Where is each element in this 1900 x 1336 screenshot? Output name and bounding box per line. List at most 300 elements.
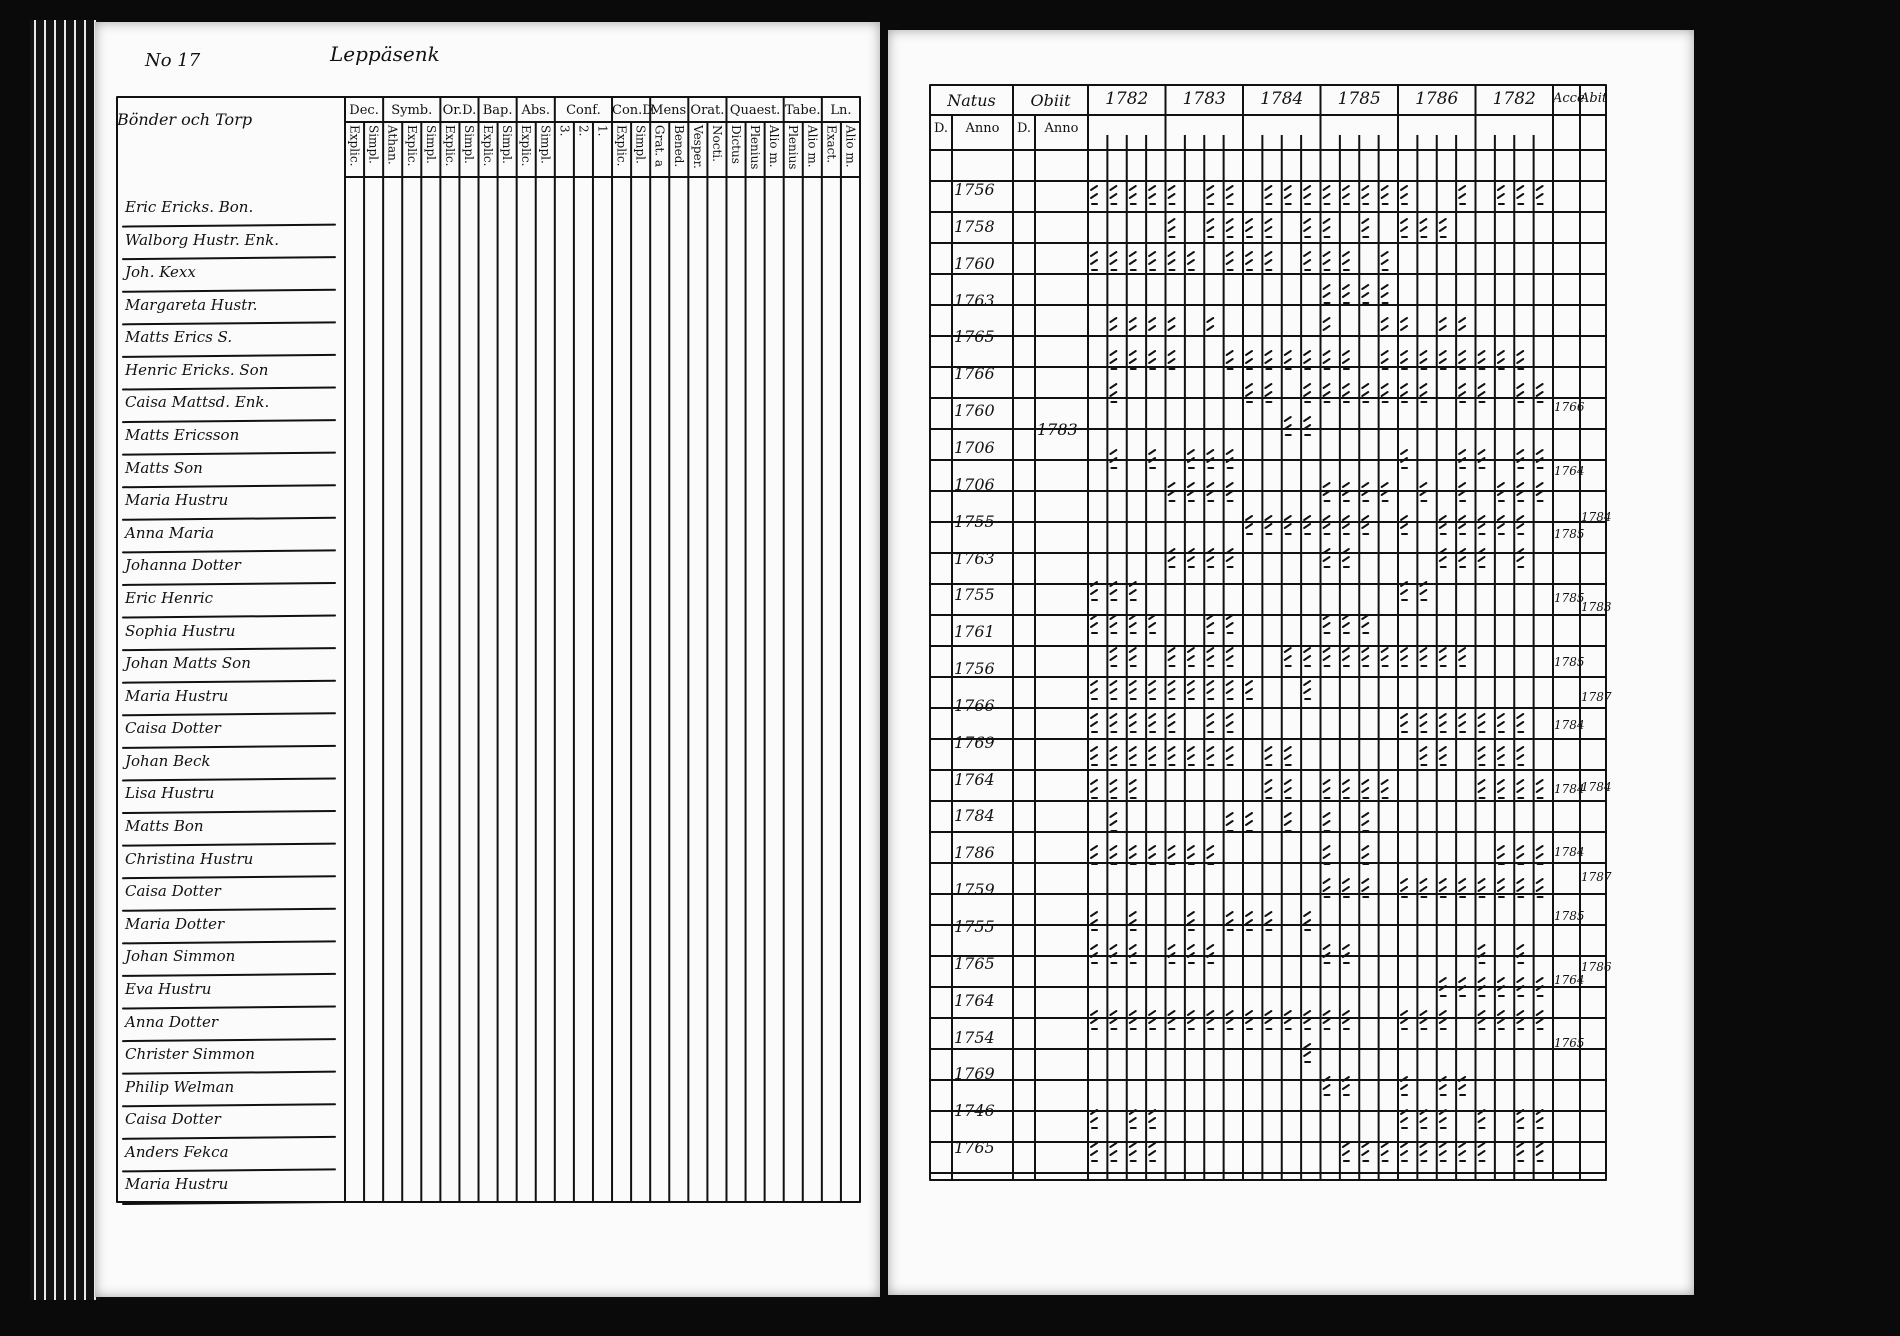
tally-mark [1343, 516, 1349, 534]
person-name: Anders Fekca [125, 1142, 229, 1161]
tally-mark [1130, 912, 1136, 930]
tally-mark [1479, 780, 1485, 798]
tally-mark [1265, 747, 1271, 765]
birth-year: 1755 [954, 917, 995, 937]
person-name: Henric Ericks. Son [125, 360, 269, 379]
name-underline [123, 941, 335, 943]
tally-mark [1265, 252, 1271, 270]
tally-mark [1149, 1143, 1155, 1161]
tally-mark [1149, 1011, 1155, 1029]
column-header: Con.D. [612, 103, 657, 118]
accessit-year: 1766 [1554, 400, 1585, 414]
birth-year: 1759 [954, 880, 995, 900]
column-subheader: Simpl. [633, 125, 648, 164]
tally-mark [1440, 1143, 1446, 1161]
tally-mark [1498, 1011, 1504, 1029]
tally-mark [1110, 252, 1116, 270]
name-underline [123, 1104, 335, 1106]
tally-mark [1343, 1011, 1349, 1029]
birth-year: 1763 [954, 290, 995, 310]
abiit-year: 1783 [1581, 600, 1612, 614]
tally-mark [1227, 747, 1233, 765]
tally-mark [1382, 780, 1388, 798]
tally-mark [1246, 516, 1252, 534]
tally-mark [1188, 681, 1194, 699]
tally-mark [1207, 714, 1213, 732]
tally-mark [1343, 285, 1349, 303]
column-header: Or.D. [442, 103, 477, 118]
tally-mark [1479, 1011, 1485, 1029]
column-subheader: Simpl. [461, 125, 476, 164]
tally-mark [1091, 780, 1097, 798]
tally-mark [1227, 912, 1233, 930]
accessit-year: 1785 [1554, 654, 1585, 669]
column-subheader: Vesper. [690, 125, 705, 169]
name-underline [123, 420, 335, 422]
tally-mark [1382, 186, 1388, 204]
birth-year: 1766 [954, 695, 995, 715]
tally-mark [1207, 648, 1213, 666]
tally-mark [1382, 1143, 1388, 1161]
tally-mark [1324, 318, 1330, 336]
tally-mark [1401, 714, 1407, 732]
birth-year: 1766 [954, 364, 995, 384]
tally-mark [1401, 1011, 1407, 1029]
tally-mark [1130, 780, 1136, 798]
birth-year: 1769 [954, 1064, 995, 1084]
column-subheader: Explic. [614, 125, 629, 167]
natus-header: Natus [947, 91, 996, 110]
person-name: Eric Henric [125, 588, 214, 607]
birth-year: 1786 [954, 843, 995, 863]
tally-mark [1091, 1011, 1097, 1029]
tally-mark [1110, 747, 1116, 765]
tally-mark [1362, 516, 1368, 534]
tally-mark [1324, 813, 1330, 831]
column-subheader: Simpl. [366, 125, 381, 164]
right-ledger-grid [888, 30, 1694, 1295]
natus-d-label: D. [933, 121, 949, 136]
tally-mark [1498, 516, 1504, 534]
name-underline [123, 1039, 335, 1041]
tally-mark [1227, 186, 1233, 204]
tally-mark [1440, 219, 1446, 237]
tally-mark [1130, 747, 1136, 765]
tally-mark [1188, 912, 1194, 930]
accessit-year: 1764 [1554, 972, 1585, 987]
tally-mark [1169, 714, 1175, 732]
tally-mark [1324, 384, 1330, 402]
column-subheader: Simpl. [538, 125, 553, 164]
tally-mark [1130, 648, 1136, 666]
tally-mark [1459, 1143, 1465, 1161]
tally-mark [1207, 318, 1213, 336]
person-name: Sophia Hustru [125, 621, 236, 640]
birth-year: 1765 [954, 1138, 995, 1158]
tally-mark [1324, 1011, 1330, 1029]
tally-mark [1343, 549, 1349, 567]
column-header: Symb. [391, 103, 433, 118]
name-underline [123, 681, 335, 683]
tally-mark [1479, 714, 1485, 732]
tally-mark [1149, 747, 1155, 765]
tally-mark [1440, 1110, 1446, 1128]
tally-mark [1149, 714, 1155, 732]
tally-mark [1343, 186, 1349, 204]
birth-year: 1755 [954, 585, 995, 605]
tally-mark [1401, 648, 1407, 666]
tally-mark [1227, 219, 1233, 237]
tally-mark [1246, 384, 1252, 402]
tally-mark [1227, 1011, 1233, 1029]
tally-mark [1169, 681, 1175, 699]
tally-mark [1169, 648, 1175, 666]
birth-year: 1763 [954, 548, 995, 568]
tally-mark [1246, 219, 1252, 237]
birth-year: 1764 [954, 990, 995, 1010]
tally-mark [1420, 1011, 1426, 1029]
left-page [95, 22, 880, 1297]
tally-mark [1169, 318, 1175, 336]
year-header: 1782 [1105, 89, 1149, 109]
accessit-year: 1764 [1554, 463, 1585, 478]
name-underline [123, 485, 335, 487]
column-header: Dec. [349, 103, 379, 118]
tally-mark [1110, 780, 1116, 798]
tally-mark [1537, 186, 1543, 204]
name-underline [123, 518, 335, 520]
tally-mark [1110, 186, 1116, 204]
natus-anno-label: Anno [965, 121, 1000, 136]
person-name: Christer Simmon [125, 1045, 255, 1064]
column-subheader: Explic. [347, 125, 362, 167]
tally-mark [1343, 252, 1349, 270]
accessit-year: 1765 [1554, 1036, 1585, 1051]
tally-mark [1110, 318, 1116, 336]
name-underline [123, 778, 335, 780]
column-subheader: Simpl. [423, 125, 438, 164]
tally-mark [1285, 516, 1291, 534]
obiit-d-label: D. [1016, 121, 1032, 136]
birth-year: 1761 [954, 622, 995, 642]
name-underline [123, 1169, 335, 1171]
tally-mark [1304, 417, 1310, 435]
tally-mark [1517, 516, 1523, 534]
tally-mark [1169, 186, 1175, 204]
tally-mark [1149, 615, 1155, 633]
tally-mark [1207, 186, 1213, 204]
tally-mark [1130, 318, 1136, 336]
name-underline [123, 1007, 335, 1009]
tally-mark [1110, 945, 1116, 963]
tally-mark [1459, 648, 1465, 666]
person-name: Johan Simmon [125, 947, 236, 966]
name-underline [123, 322, 335, 324]
tally-mark [1324, 846, 1330, 864]
birth-year: 1758 [954, 216, 995, 236]
tally-mark [1227, 252, 1233, 270]
person-name: Caisa Dotter [125, 882, 221, 901]
accessit-year: 1784 [1554, 781, 1585, 796]
tally-mark [1324, 219, 1330, 237]
birth-year: 1784 [954, 806, 995, 826]
tally-mark [1343, 384, 1349, 402]
column-subheader: 2. [576, 125, 591, 137]
tally-mark [1517, 714, 1523, 732]
right-page [888, 30, 1694, 1295]
tally-mark [1304, 384, 1310, 402]
tally-mark [1130, 186, 1136, 204]
tally-mark [1459, 384, 1465, 402]
tally-mark [1304, 252, 1310, 270]
tally-mark [1130, 615, 1136, 633]
abiit-header: Abit [1580, 91, 1608, 106]
tally-mark [1401, 186, 1407, 204]
tally-mark [1169, 945, 1175, 963]
tally-mark [1130, 681, 1136, 699]
column-header: Mens. [650, 103, 691, 118]
tally-mark [1459, 549, 1465, 567]
year-header: 1783 [1182, 89, 1226, 109]
tally-mark [1110, 846, 1116, 864]
tally-mark [1169, 549, 1175, 567]
name-underline [123, 974, 335, 976]
tally-mark [1479, 549, 1485, 567]
tally-mark [1420, 219, 1426, 237]
tally-mark [1324, 252, 1330, 270]
tally-mark [1537, 1143, 1543, 1161]
person-name: Margareta Hustr. [125, 295, 258, 314]
person-name: Johan Beck [125, 751, 211, 770]
tally-mark [1343, 615, 1349, 633]
tally-mark [1440, 1011, 1446, 1029]
birth-year: 1765 [954, 327, 995, 347]
person-name: Matts Erics S. [125, 328, 233, 347]
tally-mark [1420, 1143, 1426, 1161]
name-underline [123, 225, 335, 227]
name-underline [123, 648, 335, 650]
tally-mark [1110, 1143, 1116, 1161]
tally-mark [1304, 648, 1310, 666]
tally-mark [1207, 219, 1213, 237]
tally-mark [1265, 186, 1271, 204]
tally-mark [1130, 945, 1136, 963]
tally-mark [1459, 714, 1465, 732]
tally-mark [1343, 1143, 1349, 1161]
tally-mark [1304, 186, 1310, 204]
tally-mark [1091, 714, 1097, 732]
birth-year: 1755 [954, 511, 995, 531]
tally-mark [1479, 1110, 1485, 1128]
tally-mark [1207, 615, 1213, 633]
tally-mark [1324, 549, 1330, 567]
tally-mark [1440, 714, 1446, 732]
tally-mark [1265, 516, 1271, 534]
column-header: Orat. [690, 103, 725, 118]
person-name: Anna Maria [125, 523, 215, 542]
year-header: 1786 [1415, 89, 1459, 109]
tally-mark [1227, 615, 1233, 633]
column-header: Conf. [566, 103, 601, 118]
column-subheader: Explic. [442, 125, 457, 167]
tally-mark [1304, 912, 1310, 930]
tally-mark [1188, 945, 1194, 963]
tally-mark [1304, 219, 1310, 237]
year-header: 1782 [1492, 89, 1536, 109]
tally-mark [1207, 846, 1213, 864]
tally-mark [1362, 384, 1368, 402]
tally-mark [1362, 285, 1368, 303]
accessit-year: 1784 [1554, 718, 1585, 733]
year-header: 1784 [1260, 89, 1304, 109]
tally-mark [1459, 318, 1465, 336]
name-underline [123, 355, 335, 357]
tally-mark [1110, 681, 1116, 699]
tally-mark [1517, 846, 1523, 864]
tally-mark [1246, 813, 1252, 831]
birth-year: 1754 [954, 1027, 995, 1047]
tally-mark [1537, 780, 1543, 798]
tally-mark [1130, 714, 1136, 732]
name-underline [123, 550, 335, 552]
tally-mark [1130, 846, 1136, 864]
tally-mark [1169, 219, 1175, 237]
tally-mark [1169, 747, 1175, 765]
tally-mark [1362, 1143, 1368, 1161]
column-header: Abs. [521, 103, 550, 118]
column-header: Bap. [482, 103, 513, 118]
accessit-year: 1784 [1554, 845, 1585, 860]
tally-mark [1188, 747, 1194, 765]
tally-mark [1401, 219, 1407, 237]
tally-mark [1110, 1011, 1116, 1029]
column-subheader: Grat. a [652, 125, 667, 168]
tally-mark [1382, 648, 1388, 666]
tally-mark [1420, 747, 1426, 765]
column-subheader: Exact. [824, 125, 839, 164]
birth-year: 1765 [954, 953, 995, 973]
tally-mark [1479, 516, 1485, 534]
person-name: Matts Bon [125, 817, 204, 836]
right-frame [930, 85, 1606, 1180]
tally-mark [1479, 384, 1485, 402]
tally-mark [1285, 1011, 1291, 1029]
tally-mark [1188, 252, 1194, 270]
tally-mark [1517, 780, 1523, 798]
tally-mark [1517, 1110, 1523, 1128]
tally-mark [1498, 714, 1504, 732]
tally-mark [1324, 648, 1330, 666]
birth-year: 1706 [954, 474, 995, 494]
tally-mark [1188, 648, 1194, 666]
tally-mark [1362, 780, 1368, 798]
village-heading: Leppäsenk [330, 42, 440, 66]
tally-mark [1459, 516, 1465, 534]
column-subheader: Explic. [519, 125, 534, 167]
tally-mark [1091, 912, 1097, 930]
tally-mark [1188, 846, 1194, 864]
abiit-year: 1784 [1581, 510, 1612, 524]
tally-mark [1091, 252, 1097, 270]
tally-mark [1110, 615, 1116, 633]
column-subheader: Athan. [385, 125, 400, 165]
person-name: Anna Dotter [125, 1012, 219, 1031]
tally-mark [1091, 186, 1097, 204]
tally-mark [1517, 1143, 1523, 1161]
birth-year: 1764 [954, 769, 995, 789]
person-name: Maria Hustru [125, 491, 229, 510]
abiit-year: 1787 [1581, 690, 1612, 704]
tally-mark [1130, 1011, 1136, 1029]
tally-mark [1440, 747, 1446, 765]
abiit-year: 1787 [1581, 870, 1612, 884]
year-header: 1785 [1337, 89, 1381, 109]
tally-mark [1169, 846, 1175, 864]
tally-mark [1091, 1143, 1097, 1161]
tally-mark [1285, 186, 1291, 204]
corner-number: No 17 [145, 50, 201, 71]
tally-mark [1091, 846, 1097, 864]
tally-mark [1440, 318, 1446, 336]
person-name: Maria Dotter [125, 914, 225, 933]
tally-mark [1169, 252, 1175, 270]
tally-mark [1149, 846, 1155, 864]
person-name: Philip Welman [125, 1077, 235, 1096]
tally-mark [1459, 186, 1465, 204]
name-underline [123, 583, 335, 585]
abiit-year: 1784 [1581, 780, 1612, 794]
tally-mark [1246, 681, 1252, 699]
tally-mark [1537, 846, 1543, 864]
name-underline [123, 844, 335, 846]
tally-mark [1324, 780, 1330, 798]
tally-mark [1246, 912, 1252, 930]
person-name: Johanna Dotter [125, 556, 241, 575]
left-ledger-grid [95, 22, 880, 1297]
book-spine [30, 20, 100, 1300]
person-name: Maria Hustru [125, 686, 229, 705]
names-column-header: Bönder och Torp [117, 110, 253, 129]
tally-mark [1420, 1110, 1426, 1128]
person-name: Joh. Kexx [125, 263, 196, 282]
tally-mark [1285, 813, 1291, 831]
tally-mark [1343, 945, 1349, 963]
tally-mark [1265, 912, 1271, 930]
tally-mark [1479, 747, 1485, 765]
accessit-year: 1785 [1554, 590, 1585, 605]
tally-mark [1149, 186, 1155, 204]
tally-mark [1362, 615, 1368, 633]
tally-mark [1343, 780, 1349, 798]
tally-mark [1517, 384, 1523, 402]
tally-mark [1498, 846, 1504, 864]
tally-mark [1382, 252, 1388, 270]
tally-mark [1537, 384, 1543, 402]
tally-mark [1401, 318, 1407, 336]
column-subheader: Explic. [404, 125, 419, 167]
tally-mark [1440, 648, 1446, 666]
tally-mark [1207, 945, 1213, 963]
name-underline [123, 387, 335, 389]
person-name: Eva Hustru [125, 979, 212, 998]
birth-year: 1760 [954, 401, 995, 421]
tally-mark [1091, 747, 1097, 765]
tally-mark [1362, 648, 1368, 666]
column-subheader: Simpl. [500, 125, 515, 164]
tally-mark [1382, 285, 1388, 303]
birth-year: 1756 [954, 659, 995, 679]
tally-mark [1401, 1143, 1407, 1161]
